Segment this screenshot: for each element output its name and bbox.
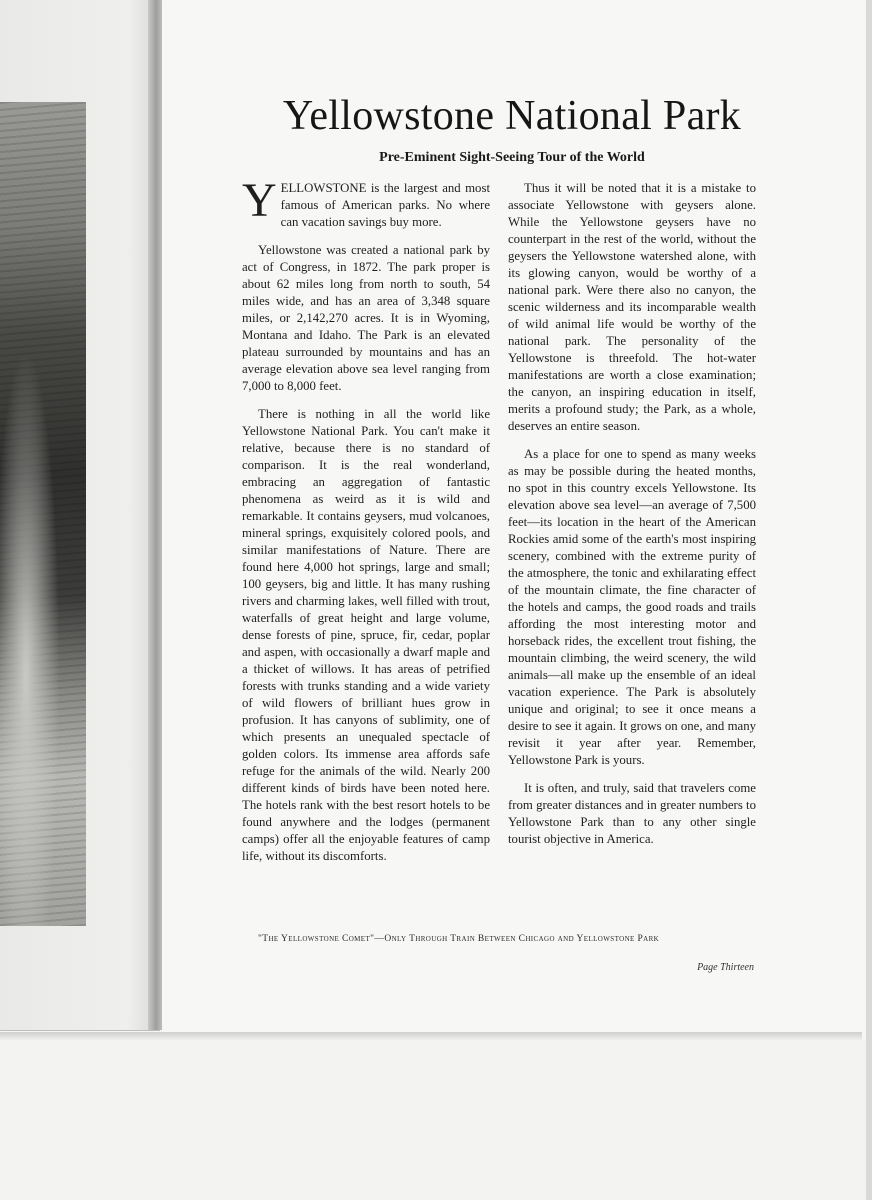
intro-paragraph (242, 174, 490, 231)
paragraph: Yellowstone was created a national park by act of Congress, in 1872. The park proper is about 62 miles long from north to south, 54 miles wide, and has an area of 3,348 square miles, or 2,142,270 acres. It is in Wyoming, Montana and Idaho. The Park is an elevated plateau surrounded by mountains and has an average elevation above sea level ranging from 7,000 to 8,000 feet. (242, 243, 490, 393)
right-text-column (508, 180, 756, 859)
mountain-photo (0, 102, 86, 926)
paragraph: As a place for one to spend as many weeks as may be possible during the heated months, no spot in this country excels Yellowstone. Its elevation above sea level—an average of 7,500 feet—its location in the heart of the American Rockies amid some of the earth's most inspiring scenery, combined with the extreme purity of the atmosphere, the tonic and exhilarating effect of the mountain climate, the fine character of the hotels and camps, the good roads and trails affording the most interesting motor and horseback rides, the excellent trout fishing, the mountain climbing, the weird scenery, the wild animals—all make up the ensemble of an ideal vacation experience. The Park is absolutely unique and original; to see it once means a desire to see it again. It grows on one, and many revisit it year after year. Remember, Yellowstone Park is yours. (508, 447, 756, 767)
page-bottom-edge (0, 1032, 862, 1040)
paragraph: There is nothing in all the world like Yellowstone National Park. You can't make it relative, because there is no standard of comparison. It is the real wonderland, embracing an aggregation of fantastic phenomena as weird as it is wild and remarkable. It contains geysers, mud volcanoes, mineral springs, exquisitely colored pools, and similar manifestations of Nature. There are found here 4,000 hot springs, large and small; 100 geysers, big and little. It has many rushing rivers and charming lakes, well filled with trout, waterfalls of great height and large volume, dense forests of pine, spruce, fir, cedar, poplar and aspen, with occasionally a dwarf maple and a thicket of willows. It has areas of petrified forests with trunks standing and a wide variety of wild flowers of brilliant hues grow in profusion. It has canyons of sublimity, one of which presents an unequaled spectacle of golden colors. Its immense area affords safe refuge for the animals of the wild. Nearly 200 different kinds of birds have been noted here. The hotels rank with the best resort hotels to be found anywhere and the lodges (permanent camps) offer all the enjoyable features of camp life, without its discomforts. (242, 407, 490, 863)
page-subtitle: Pre-Eminent Sight-Seeing Tour of the World (379, 150, 645, 165)
scan-edge (866, 0, 872, 1200)
footer-tagline: "The Yellowstone Comet"—Only Through Train Between Chicago and Yellowstone Park (258, 934, 660, 944)
page-number: Page Thirteen (697, 962, 754, 973)
left-page-edge (0, 0, 160, 1031)
lower-sheet (0, 1040, 872, 1200)
paragraph: Thus it will be noted that it is a mistake to associate Yellowstone with geysers alone. While the Yellowstone geysers have no counterpart in the rest of the world, without the geysers the Yellowstone watershed alone, with its glowing canyon, would be worthy of a national park. Were there also no canyon, the scenic wilderness and its incomparable wealth of wild animal life would be worthy of the national park. The personality of the Yellowstone is threefold. The hot-water manifestations are worth a close examination; the canyon, an inspiring education in itself, merits a profound study; the Park, as a whole, deserves an entire season. (508, 181, 756, 433)
paragraph: It is often, and truly, said that travelers come from greater distances and in greater numbers to Yellowstone Park than to any other single tourist objective in America. (508, 781, 756, 846)
right-page (162, 0, 868, 1042)
drop-cap: Y (242, 174, 277, 227)
left-text-column (242, 174, 490, 876)
page-title: Yellowstone National Park (282, 93, 742, 139)
intro-text: ELLOWSTONE is the largest and most famous of American parks. No where can vacation savings buy more. (280, 181, 490, 229)
